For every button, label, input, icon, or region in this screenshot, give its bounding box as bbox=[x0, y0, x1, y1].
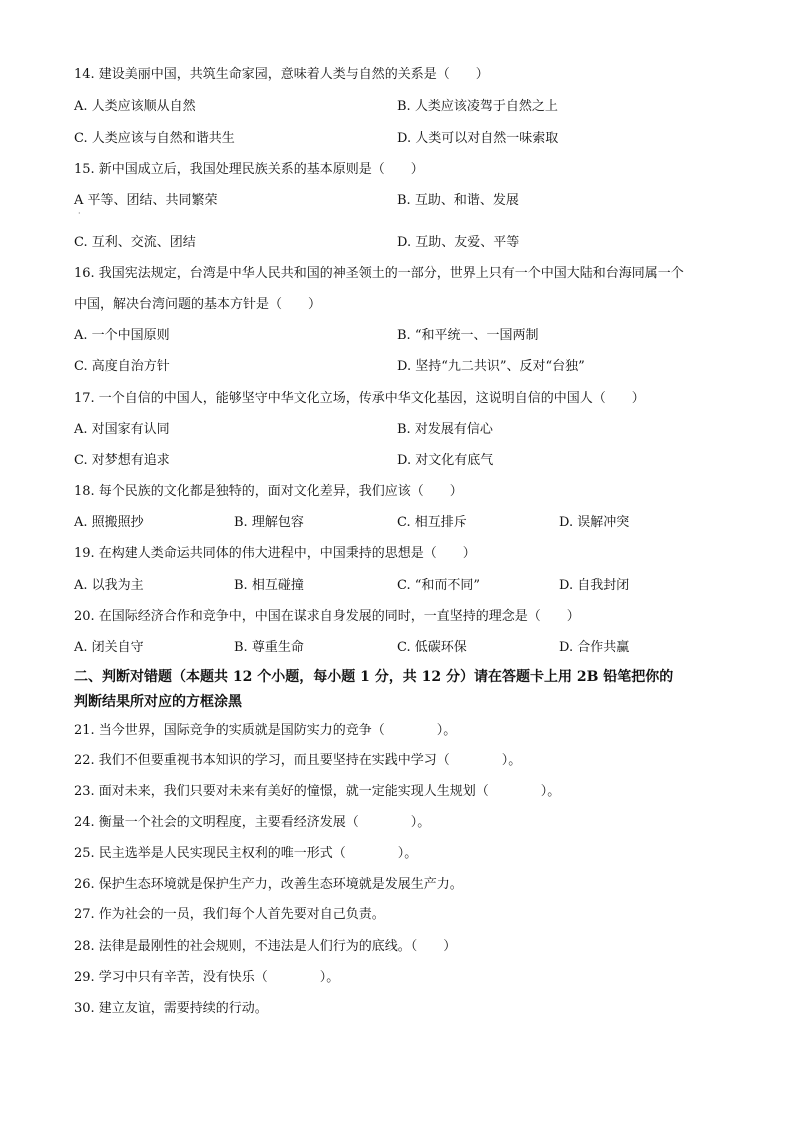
question-16-line-1: 16. 我国宪法规定，台湾是中华人民共和国的神圣领土的一部分，世界上只有一个中国大陆和台海同属一个 bbox=[74, 266, 684, 281]
q17-option-a: A. 对国家有认同 bbox=[74, 422, 170, 437]
q16-option-b: B. “和平统一、一国两制 bbox=[397, 328, 539, 343]
question-24: 24. 衡量一个社会的文明程度，主要看经济发展（ ）。 bbox=[74, 815, 431, 830]
q16-option-a: A. 一个中国原则 bbox=[74, 328, 170, 343]
q14-option-b: B. 人类应该凌驾于自然之上 bbox=[397, 99, 558, 114]
question-30: 30. 建立友谊，需要持续的行动。 bbox=[74, 1001, 268, 1016]
q20-option-d: D. 合作共赢 bbox=[559, 640, 630, 655]
q18-option-d: D. 误解冲突 bbox=[559, 515, 630, 530]
q17-option-c: C. 对梦想有追求 bbox=[74, 453, 170, 468]
question-29: 29. 学习中只有辛苦，没有快乐（ ）。 bbox=[74, 970, 340, 985]
question-27: 27. 作为社会的一员，我们每个人首先要对自己负责。 bbox=[74, 907, 385, 922]
q17-option-d: D. 对文化有底气 bbox=[397, 453, 494, 468]
question-28: 28. 法律是最刚性的社会规则，不违法是人们行为的底线。（ ） bbox=[74, 939, 457, 954]
q20-option-c: C. 低碳环保 bbox=[397, 640, 467, 655]
question-16-line-2: 中国，解决台湾问题的基本方针是（ ） bbox=[74, 297, 322, 312]
question-15: 15. 新中国成立后，我国处理民族关系的基本原则是（ ） bbox=[74, 162, 424, 177]
q15-option-b: B. 互助、和谐、发展 bbox=[397, 193, 519, 208]
q18-option-a: A. 照搬照抄 bbox=[74, 515, 144, 530]
q18-option-b: B. 理解包容 bbox=[234, 515, 304, 530]
question-25: 25. 民主选举是人民实现民主权利的唯一形式（ ）。 bbox=[74, 846, 418, 861]
q19-option-a: A. 以我为主 bbox=[74, 578, 144, 593]
section-2-heading-line-2: 判断结果所对应的方框涂黑 bbox=[74, 694, 242, 710]
q16-option-c: C. 高度自治方针 bbox=[74, 359, 170, 374]
section-2-heading-line-1: 二、判断对错题（本题共 12 个小题，每小题 1 分，共 12 分）请在答题卡上用 2B 铅笔把你的 bbox=[74, 669, 674, 685]
q15-option-c: C. 互利、交流、团结 bbox=[74, 235, 196, 250]
q14-option-c: C. 人类应该与自然和谐共生 bbox=[74, 131, 235, 146]
q19-option-d: D. 自我封闭 bbox=[559, 578, 630, 593]
q15-option-d: D. 互助、友爱、平等 bbox=[397, 235, 520, 250]
q14-option-a: A. 人类应该顺从自然 bbox=[74, 99, 196, 114]
q20-option-a: A. 闭关自守 bbox=[74, 640, 144, 655]
q15-option-a: A 平等、团结、共同繁荣 bbox=[74, 193, 218, 208]
question-17: 17. 一个自信的中国人，能够坚守中华文化立场，传承中华文化基因，这说明自信的中国人（ ） bbox=[74, 391, 645, 406]
question-14: 14. 建设美丽中国，共筑生命家园，意味着人类与自然的关系是（ ） bbox=[74, 67, 489, 82]
q20-option-b: B. 尊重生命 bbox=[234, 640, 304, 655]
question-21: 21. 当今世界，国际竞争的实质就是国防实力的竞争（ ）。 bbox=[74, 723, 457, 738]
q14-option-d: D. 人类可以对自然一味索取 bbox=[397, 131, 559, 146]
stray-mark: · bbox=[78, 209, 81, 218]
question-18: 18. 每个民族的文化都是独特的，面对文化差异，我们应该（ ） bbox=[74, 484, 463, 499]
q19-option-b: B. 相互碰撞 bbox=[234, 578, 304, 593]
q16-option-d: D. 坚持“九二共识”、反对“台独” bbox=[397, 359, 585, 374]
q18-option-c: C. 相互排斥 bbox=[397, 515, 467, 530]
q17-option-b: B. 对发展有信心 bbox=[397, 422, 493, 437]
question-23: 23. 面对未来，我们只要对未来有美好的憧憬，就一定能实现人生规划（ ）。 bbox=[74, 784, 561, 799]
question-26: 26. 保护生态环境就是保护生产力，改善生态环境就是发展生产力。 bbox=[74, 877, 463, 892]
question-20: 20. 在国际经济合作和竞争中，中国在谋求自身发展的同时，一直坚持的理念是（ ） bbox=[74, 609, 580, 624]
question-19: 19. 在构建人类命运共同体的伟大进程中，中国秉持的思想是（ ） bbox=[74, 546, 476, 561]
q19-option-c: C. “和而不同” bbox=[397, 578, 481, 593]
question-22: 22. 我们不但要重视书本知识的学习，而且要坚持在实践中学习（ ）。 bbox=[74, 753, 522, 768]
